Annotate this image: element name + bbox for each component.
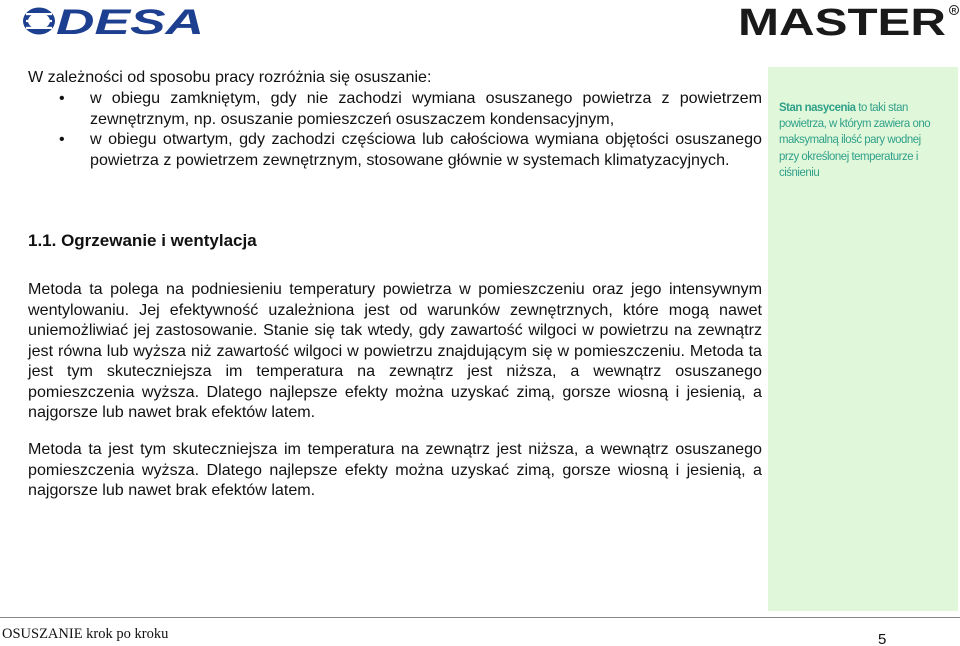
paragraph-1: Metoda ta polega na podniesieniu temperatury powietrza w pomieszczeniu oraz jego intensywnym wentylowaniu. Jej efektywność uzależniona jest od warunków zewnętrznych, które mogą nawet uniemożliwiać jej zastosowanie. Stanie się tak wtedy, gdy zawartość wilgoci w powietrzu na zewnątrz jest równa lub wyższa niż zawartość wilgoci w powietrzu znajdującym się w pomieszczeniu. Metoda ta jest tym skuteczniejsza im temperatura na zewnątrz jest niższa, a wewnątrz osuszanego pomieszczenia wyższa. Dlatego najlepsze efekty można uzyskać zimą, gorsze wiosną i jesienią, a najgorsze lub nawet brak efektów latem.: [28, 280, 762, 421]
svg-text:MASTER: MASTER: [738, 2, 946, 40]
bullet-list: [28, 88, 762, 170]
paragraph-2: Metoda ta jest tym skuteczniejsza im temperatura na zewnątrz jest niższa, a wewnątrz osuszanego pomieszczenia wyższa. Dlatego najlepsze efekty można uzyskać zimą, gorsze wiosną i jesienią, a najgorsze lub nawet brak efektów latem.: [28, 440, 762, 499]
svg-text:R: R: [951, 7, 957, 15]
desa-logo: [22, 4, 208, 38]
bullet-icon: •: [59, 89, 65, 107]
page-number: 5: [878, 631, 887, 646]
footer-title: OSUSZANIE krok po kroku: [2, 626, 169, 642]
bullet-text: w obiegu zamkniętym, gdy nie zachodzi wymiana osuszanego powietrza z powietrzem zewnętrznym, np. osuszanie pomieszczeń osuszaczem kondensacyjnym,: [90, 89, 762, 128]
sidebar-definition: [779, 99, 941, 180]
sidebar-definition-text: to taki stan powietrza, w którym zawiera ono maksymalną ilość pary wodnej przy określonej temperaturze i ciśnieniu: [779, 100, 931, 179]
bullet-icon: •: [59, 130, 65, 148]
bullet-item: [28, 88, 762, 129]
bullet-item: [28, 129, 762, 170]
intro-text: W zależności od sposobu pracy rozróżnia się osuszanie:: [28, 68, 432, 86]
bullet-text: w obiegu otwartym, gdy zachodzi częściowa lub całościowa wymiana objętości osuszanego powietrza z powietrzem zewnętrznym, stosowane głównie w systemach klimatyzacyjnych.: [90, 130, 762, 169]
master-logo: [736, 2, 960, 40]
section-heading: 1.1. Ogrzewanie i wentylacja: [28, 231, 257, 250]
footer-divider: [0, 617, 960, 618]
svg-text:DESA: DESA: [56, 4, 204, 38]
sidebar-term: Stan nasycenia: [779, 100, 856, 114]
